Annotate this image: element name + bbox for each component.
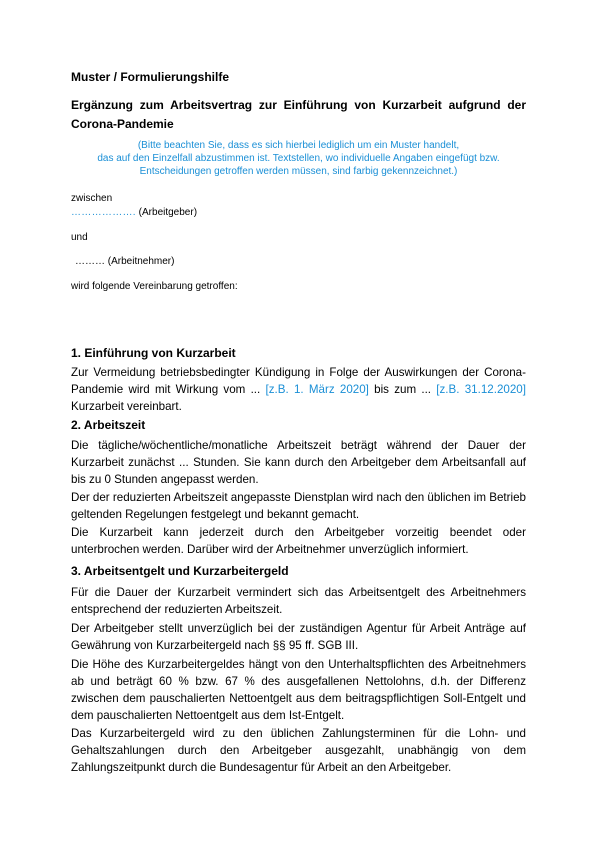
und-label: und xyxy=(71,232,88,243)
muster-label: Muster / Formulierungshilfe xyxy=(71,70,230,84)
end-date-placeholder: [z.B. 31.12.2020] xyxy=(436,383,526,396)
document-title: Ergänzung zum Arbeitsvertrag zur Einführung von Kurzarbeit aufgrund der Corona-Pandemie xyxy=(71,98,526,131)
section-2-paragraph-3: Die Kurzarbeit kann jederzeit durch den Arbeitgeber vorzeitig beendet oder unterbrochen werden. Darüber wird der Arbeitnehmer unverzüglich informiert. xyxy=(71,526,526,556)
employee-label: (Arbeitnehmer) xyxy=(107,256,175,267)
start-date-placeholder: [z.B. 1. März 2020] xyxy=(265,383,369,396)
employer-placeholder: ………………. xyxy=(71,207,136,218)
section-3-heading: 3. Arbeitsentgelt und Kurzarbeitergeld xyxy=(71,564,289,578)
notice-line-1: (Bitte beachten Sie, dass es sich hierbei lediglich um ein Muster handelt, xyxy=(137,140,460,151)
section-2-paragraph-1: Die tägliche/wöchentliche/monatliche Arbeitszeit beträgt während der Dauer der Kurzarbeit zunächst ... Stunden. Sie kann durch den Arbeitgeber dem Arbeitsanfall auf bis zu 0 Stunden angepasst werden. xyxy=(71,439,526,486)
section-2-heading: 2. Arbeitszeit xyxy=(71,418,146,432)
section-1-heading: 1. Einführung von Kurzarbeit xyxy=(71,346,236,360)
section-1-paragraph xyxy=(71,364,526,415)
notice-line-3: Entscheidungen getroffen werden müssen, sind farbig gekennzeichnet.) xyxy=(139,166,458,177)
employer-line xyxy=(71,206,197,219)
section-3-paragraph-2: Der Arbeitgeber stellt unverzüglich bei der zuständigen Agentur für Arbeit Anträge auf Gewährung von Kurzarbeitergeld nach §§ 95 ff. SGB III. xyxy=(71,622,526,652)
section-3-paragraph-1: Für die Dauer der Kurzarbeit vermindert sich das Arbeitsentgelt des Arbeitnehmers entsprechend der reduzierten Arbeitszeit. xyxy=(71,586,526,616)
section-1-text-c: Kurzarbeit vereinbart. xyxy=(71,400,182,413)
employee-placeholder: ……… xyxy=(75,256,105,267)
employee-line xyxy=(75,255,174,268)
notice-block xyxy=(71,139,526,178)
notice-line-2: das auf den Einzelfall abzustimmen ist. Textstellen, wo individuelle Angaben eingefügt bzw. xyxy=(97,153,500,164)
section-3-paragraph-4: Das Kurzarbeitergeld wird zu den üblichen Zahlungsterminen für die Lohn- und Gehaltszahlungen durch den Arbeitgeber ausgezahlt, unabhängig von dem Zahlungszeitpunkt durch die Bundesagentur für Arbeit an den Arbeitgeber. xyxy=(71,727,526,774)
zwischen-label: zwischen xyxy=(71,193,113,204)
employer-label: (Arbeitgeber) xyxy=(138,207,198,218)
agreement-intro: wird folgende Vereinbarung getroffen: xyxy=(71,281,238,292)
section-1-text-b: bis zum ... xyxy=(368,383,437,396)
section-2-paragraph-2: Der der reduzierten Arbeitszeit angepasste Dienstplan wird nach den üblichen im Betrieb geltenden Regelungen festgelegt und bekannt gemacht. xyxy=(71,491,526,521)
section-1-text-a: Zur Vermeidung betriebsbedingter Kündigung in Folge der Auswirkungen der Corona-Pandemie wird mit Wirkung vom ... xyxy=(71,366,526,396)
section-3-paragraph-3: Die Höhe des Kurzarbeitergeldes hängt von den Unterhaltspflichten des Arbeitnehmers ab und beträgt 60 % bzw. 67 % des ausgefallenen Nettolohns, d.h. der Differenz zwischen dem pauschalierten Nettoentgelt aus dem beitragspflichtigen Soll-Entgelt und dem pauschalierten Nettoentgelt aus dem Ist-Entgelt. xyxy=(71,658,526,722)
